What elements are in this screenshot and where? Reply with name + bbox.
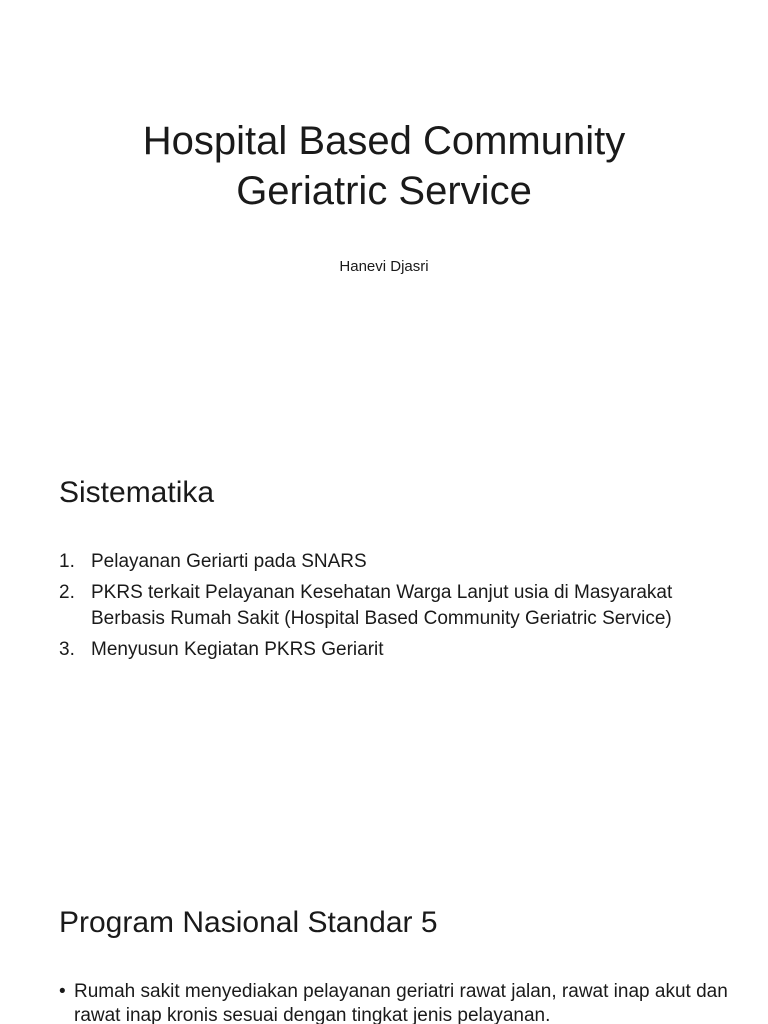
list-item-text: PKRS terkait Pelayanan Kesehatan Warga Lanjut usia di Masyarakat Berbasis Rumah Sakit (Hospital Based Community Geriatric Service) <box>91 582 673 629</box>
list-item-text: Menyusun Kegiatan PKRS Geriarit <box>91 639 384 660</box>
list-item <box>59 637 749 663</box>
title-line-1: Hospital Based Community <box>142 119 626 163</box>
title-slide <box>0 0 768 420</box>
slide-heading: Program Nasional Standar 5 <box>59 906 438 939</box>
standard-slide <box>0 860 768 1024</box>
list-item-text: Rumah sakit menyediakan pelayanan geriatri rawat jalan, rawat inap akut dan rawat inap kronis sesuai dengan tingkat jenis pelayanan. <box>74 981 728 1024</box>
list-number: 3. <box>59 639 75 660</box>
list-number: 2. <box>59 582 75 603</box>
list-item <box>59 549 749 575</box>
presentation-title <box>0 116 768 216</box>
bullet-list <box>59 980 749 1024</box>
bullet-marker: • <box>59 981 66 1002</box>
outline-slide <box>0 430 768 850</box>
slide-heading: Sistematika <box>59 476 215 509</box>
list-item-text: Pelayanan Geriarti pada SNARS <box>91 551 367 572</box>
list-item <box>59 580 749 632</box>
list-number: 1. <box>59 551 75 572</box>
outline-list <box>59 549 749 668</box>
author-name: Hanevi Djasri <box>339 258 429 275</box>
title-line-2: Geriatric Service <box>236 169 532 213</box>
list-item <box>59 980 749 1024</box>
